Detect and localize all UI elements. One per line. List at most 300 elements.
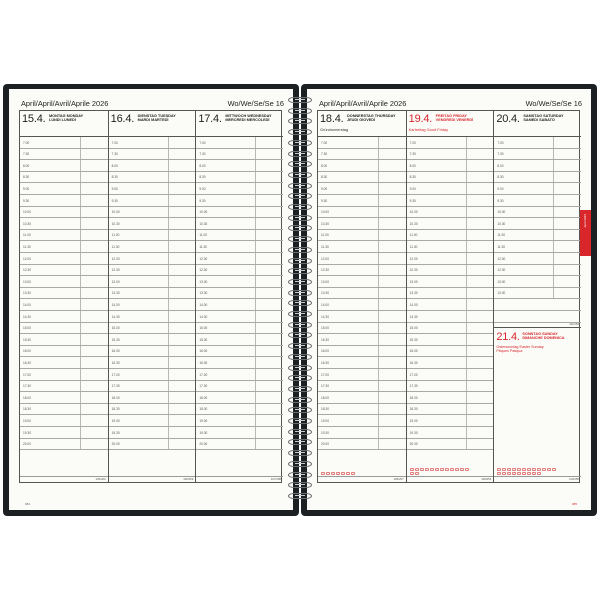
time-slot-row[interactable] <box>20 183 108 195</box>
time-slot-row[interactable] <box>494 195 581 207</box>
note-divider <box>168 160 169 171</box>
note-divider <box>168 392 169 403</box>
time-label: 9.00 <box>321 186 328 191</box>
day-number: 15.4. <box>22 113 46 125</box>
note-divider <box>378 218 379 229</box>
time-slot-row[interactable] <box>20 439 108 451</box>
time-slot-row[interactable] <box>20 218 108 230</box>
note-divider <box>168 207 169 218</box>
time-slot-row[interactable] <box>20 276 108 288</box>
note-divider <box>255 137 256 148</box>
time-slot-row[interactable] <box>196 439 283 451</box>
time-slot-row[interactable] <box>20 404 108 416</box>
time-slot-row[interactable] <box>407 183 494 195</box>
time-slot-row[interactable] <box>494 149 581 161</box>
time-label: 8.00 <box>111 163 118 168</box>
time-slot-row[interactable] <box>494 241 581 253</box>
time-label: 11.30 <box>111 244 120 249</box>
note-divider <box>553 195 554 206</box>
time-label: 19.00 <box>321 418 329 423</box>
time-label: 12.00 <box>409 256 418 261</box>
time-slot-row[interactable] <box>196 369 283 381</box>
time-slot-row[interactable] <box>109 299 196 311</box>
time-label: 8.00 <box>199 163 206 168</box>
time-slot-row[interactable] <box>318 160 406 172</box>
time-label: 12.00 <box>321 256 329 261</box>
time-slot-row[interactable] <box>318 276 406 288</box>
time-slot-row[interactable] <box>407 265 494 277</box>
time-slot-row[interactable] <box>407 404 494 416</box>
time-slot-row[interactable] <box>109 276 196 288</box>
right-day-grid <box>317 110 580 483</box>
note-divider <box>80 369 81 380</box>
time-slot-row[interactable] <box>196 415 283 427</box>
binding-ring <box>288 439 312 445</box>
note-divider <box>378 357 379 368</box>
day-column <box>195 111 283 482</box>
binding-ring <box>288 386 312 392</box>
time-label: 13.30 <box>497 291 506 296</box>
time-slot-row[interactable] <box>20 381 108 393</box>
note-divider <box>255 299 256 310</box>
time-slot-row[interactable] <box>196 207 283 219</box>
time-slot-row[interactable] <box>109 265 196 277</box>
note-divider <box>80 218 81 229</box>
time-label: 17.00 <box>23 372 31 377</box>
time-slot-row[interactable] <box>109 288 196 300</box>
time-slot-row[interactable] <box>196 137 283 149</box>
time-slot-row[interactable] <box>109 323 196 335</box>
time-slot-row[interactable] <box>494 160 581 172</box>
note-divider <box>80 241 81 252</box>
time-slot-row[interactable] <box>196 265 283 277</box>
binding-ring <box>288 482 312 488</box>
mini-calendar-box <box>435 468 439 471</box>
time-label: 7.30 <box>409 152 416 157</box>
time-slot-row[interactable] <box>407 195 494 207</box>
time-slot-row[interactable] <box>196 253 283 265</box>
time-slot-row[interactable] <box>318 172 406 184</box>
time-slot-row[interactable] <box>20 230 108 242</box>
time-slot-row[interactable] <box>109 311 196 323</box>
mini-calendar-box <box>410 472 414 475</box>
time-label: 19.00 <box>111 418 120 423</box>
time-slot-row[interactable] <box>318 392 406 404</box>
note-divider <box>168 149 169 160</box>
note-divider <box>255 357 256 368</box>
time-slot-row[interactable] <box>318 253 406 265</box>
time-label: 20.00 <box>23 442 31 447</box>
time-slot-row[interactable] <box>109 160 196 172</box>
mini-calendar-box <box>420 468 424 471</box>
note-divider <box>378 334 379 345</box>
time-slot-row[interactable] <box>318 404 406 416</box>
time-label: 7.30 <box>321 152 328 157</box>
time-slot-row[interactable] <box>318 334 406 346</box>
time-slot-row[interactable] <box>109 195 196 207</box>
time-slot-row[interactable] <box>20 160 108 172</box>
time-slot-row[interactable] <box>407 381 494 393</box>
time-slot-row[interactable] <box>109 183 196 195</box>
time-label: 10.00 <box>23 210 31 215</box>
time-label: 10.30 <box>321 221 329 226</box>
note-divider <box>378 207 379 218</box>
time-label: 12.00 <box>497 256 506 261</box>
time-label: 8.00 <box>409 163 416 168</box>
time-slot-row[interactable] <box>407 160 494 172</box>
time-slot-row[interactable] <box>109 253 196 265</box>
time-slot-row[interactable] <box>109 137 196 149</box>
time-slot-row[interactable] <box>20 195 108 207</box>
time-slot-row[interactable] <box>196 230 283 242</box>
note-divider <box>255 172 256 183</box>
time-slot-row[interactable] <box>318 149 406 161</box>
time-slot-row[interactable] <box>407 346 494 358</box>
note-divider <box>378 149 379 160</box>
note-divider <box>378 415 379 426</box>
time-label: 7.30 <box>199 152 206 157</box>
time-slot-row[interactable] <box>318 311 406 323</box>
time-slot-row[interactable] <box>20 415 108 427</box>
time-label: 18.30 <box>199 407 208 412</box>
time-label: 17.00 <box>111 372 120 377</box>
time-slot-row[interactable] <box>20 253 108 265</box>
time-label: 18.30 <box>23 407 31 412</box>
time-slot-row[interactable] <box>318 207 406 219</box>
time-label: 16.00 <box>409 349 418 354</box>
time-label: 13.00 <box>321 279 329 284</box>
mini-calendar-box <box>440 468 444 471</box>
note-divider <box>255 230 256 241</box>
note-divider <box>80 137 81 148</box>
note-divider <box>255 311 256 322</box>
time-slot-row[interactable] <box>407 369 494 381</box>
binding-ring <box>288 279 312 285</box>
time-slot-row[interactable] <box>109 207 196 219</box>
time-label: 7.00 <box>199 140 206 145</box>
binding-ring <box>288 407 312 413</box>
time-label: 10.00 <box>321 210 329 215</box>
time-slot-row[interactable] <box>494 276 581 288</box>
time-slot-row[interactable] <box>494 137 581 149</box>
time-slot-row[interactable] <box>196 288 283 300</box>
time-label: 11.30 <box>23 244 31 249</box>
time-slot-row[interactable] <box>196 346 283 358</box>
time-slot-row[interactable] <box>407 334 494 346</box>
time-slot-row[interactable] <box>20 357 108 369</box>
time-label: 13.30 <box>23 291 31 296</box>
time-slot-row[interactable] <box>407 311 494 323</box>
time-slot-row[interactable] <box>196 392 283 404</box>
note-divider <box>466 207 467 218</box>
note-divider <box>553 207 554 218</box>
time-label: 15.00 <box>409 326 418 331</box>
time-slot-row[interactable] <box>109 404 196 416</box>
time-label: 11.30 <box>321 244 329 249</box>
time-slot-row[interactable] <box>318 183 406 195</box>
time-slot-row[interactable] <box>407 230 494 242</box>
time-label: 19.30 <box>321 430 329 435</box>
time-label: 14.00 <box>321 302 329 307</box>
time-slot-row[interactable] <box>109 427 196 439</box>
time-slot-row[interactable] <box>109 415 196 427</box>
note-divider <box>378 392 379 403</box>
time-slot-row[interactable] <box>196 149 283 161</box>
day-number: 18.4. <box>320 113 344 125</box>
time-label: 10.30 <box>409 221 418 226</box>
time-slot-row[interactable] <box>196 357 283 369</box>
time-slot-row[interactable] <box>109 218 196 230</box>
note-divider <box>80 346 81 357</box>
note-divider <box>168 172 169 183</box>
note-divider <box>466 253 467 264</box>
left-week-label: Wo/We/Se/Se 16 <box>227 99 284 108</box>
note-divider <box>378 195 379 206</box>
binding-ring <box>288 151 312 157</box>
time-slot-row[interactable] <box>109 172 196 184</box>
time-slot-row[interactable] <box>318 357 406 369</box>
note-divider <box>466 288 467 299</box>
time-slot-row[interactable] <box>318 241 406 253</box>
sunday-holiday <box>496 345 543 354</box>
time-slot-row[interactable] <box>407 276 494 288</box>
time-slot-row[interactable] <box>318 265 406 277</box>
time-slot-row[interactable] <box>318 381 406 393</box>
mini-calendar-box <box>450 468 454 471</box>
time-slot-row[interactable] <box>318 288 406 300</box>
day-name-line: MONTAG MONDAY <box>49 114 84 118</box>
time-label: 16.30 <box>23 360 31 365</box>
binding-ring <box>288 429 312 435</box>
time-slot-row[interactable] <box>196 381 283 393</box>
time-slot-row[interactable] <box>407 218 494 230</box>
time-label: 19.30 <box>111 430 120 435</box>
note-divider <box>80 439 81 450</box>
time-slot-row[interactable] <box>20 137 108 149</box>
time-slot-row[interactable] <box>109 392 196 404</box>
mini-calendar-box <box>336 472 340 475</box>
month-index-tab-label: April 2026 <box>583 214 587 228</box>
time-slot-row[interactable] <box>196 323 283 335</box>
time-label: 12.30 <box>23 268 31 273</box>
time-slot-row[interactable] <box>109 334 196 346</box>
time-slot-row[interactable] <box>109 149 196 161</box>
time-slot-row[interactable] <box>109 369 196 381</box>
time-slot-row[interactable] <box>20 392 108 404</box>
day-column <box>406 111 494 482</box>
time-slot-row[interactable] <box>109 241 196 253</box>
time-slot-row[interactable] <box>494 230 581 242</box>
time-slot-row[interactable] <box>196 195 283 207</box>
time-slot-row[interactable] <box>318 415 406 427</box>
time-slot-row[interactable] <box>20 323 108 335</box>
note-divider <box>80 253 81 264</box>
note-divider <box>378 346 379 357</box>
sunday-count: 111/254 <box>569 321 579 326</box>
time-slot-row[interactable] <box>318 137 406 149</box>
time-label: 10.00 <box>497 210 506 215</box>
time-slot-row[interactable] <box>407 241 494 253</box>
time-slot-row[interactable] <box>196 427 283 439</box>
time-slot-row[interactable] <box>407 323 494 335</box>
time-slot-row[interactable] <box>196 299 283 311</box>
time-label: 19.30 <box>409 430 418 435</box>
time-label: 15.00 <box>111 326 120 331</box>
binding-ring <box>288 332 312 338</box>
time-slot-row[interactable] <box>20 311 108 323</box>
time-label: 11.00 <box>199 233 208 238</box>
time-slot-row[interactable] <box>407 137 494 149</box>
day-name-line: SAMEDI SABATO <box>523 118 555 123</box>
time-label: 7.00 <box>111 140 118 145</box>
note-divider <box>80 404 81 415</box>
time-label: 19.30 <box>199 430 208 435</box>
time-slot-row[interactable] <box>196 276 283 288</box>
time-slot-row[interactable] <box>318 427 406 439</box>
time-slot-row[interactable] <box>407 392 494 404</box>
time-slot-row[interactable] <box>20 288 108 300</box>
note-divider <box>553 149 554 160</box>
time-slot-row[interactable] <box>196 404 283 416</box>
time-slot-row[interactable] <box>196 241 283 253</box>
time-label: 16.00 <box>23 349 31 354</box>
time-slot-row[interactable] <box>20 346 108 358</box>
time-slot-row[interactable] <box>20 369 108 381</box>
time-slot-row[interactable] <box>318 369 406 381</box>
time-slot-row[interactable] <box>109 357 196 369</box>
time-slot-row[interactable] <box>20 265 108 277</box>
time-label: 10.30 <box>111 221 120 226</box>
mini-calendar-box <box>455 468 459 471</box>
day-column <box>493 111 581 482</box>
time-slot-row[interactable] <box>196 160 283 172</box>
time-slot-row[interactable] <box>318 195 406 207</box>
time-slot-row[interactable] <box>318 230 406 242</box>
note-divider <box>168 427 169 438</box>
time-slot-row[interactable] <box>196 172 283 184</box>
time-slot-row[interactable] <box>494 218 581 230</box>
time-slot-row[interactable] <box>407 288 494 300</box>
time-slot-row[interactable] <box>109 346 196 358</box>
day-header <box>20 111 108 137</box>
binding-ring <box>288 225 312 231</box>
time-label: 19.00 <box>23 418 31 423</box>
note-divider <box>168 265 169 276</box>
time-slot-row[interactable] <box>494 288 581 300</box>
binding-ring <box>288 129 312 135</box>
time-slot-row[interactable] <box>109 439 196 451</box>
time-slot-row[interactable] <box>196 218 283 230</box>
note-divider <box>553 253 554 264</box>
time-slot-row[interactable] <box>20 241 108 253</box>
time-slot-row[interactable] <box>196 334 283 346</box>
note-divider <box>255 404 256 415</box>
month-index-tab[interactable] <box>580 210 591 256</box>
time-slot-row[interactable] <box>407 207 494 219</box>
time-slot-row[interactable] <box>494 265 581 277</box>
time-label: 13.00 <box>497 279 506 284</box>
note-divider <box>255 207 256 218</box>
time-label: 11.00 <box>23 233 31 238</box>
time-slot-row[interactable] <box>407 253 494 265</box>
time-slot-row[interactable] <box>407 172 494 184</box>
day-header <box>407 111 494 137</box>
time-slot-row[interactable] <box>318 218 406 230</box>
time-label: 12.00 <box>199 256 208 261</box>
time-label: 8.30 <box>111 175 118 180</box>
time-slot-row[interactable] <box>20 149 108 161</box>
time-label: 18.00 <box>111 395 120 400</box>
binding-ring <box>288 472 312 478</box>
note-divider <box>466 381 467 392</box>
note-divider <box>466 183 467 194</box>
time-slot-row[interactable] <box>407 299 494 311</box>
mini-calendar-box <box>445 468 449 471</box>
time-slot-row[interactable] <box>494 253 581 265</box>
time-slot-row[interactable] <box>20 427 108 439</box>
time-slot-row[interactable] <box>20 299 108 311</box>
time-slot-row[interactable] <box>494 207 581 219</box>
time-label: 20.00 <box>409 442 418 447</box>
time-slot-row[interactable] <box>407 439 494 451</box>
note-divider <box>378 381 379 392</box>
time-label: 14.00 <box>111 302 120 307</box>
day-header <box>109 111 196 137</box>
time-slot-row[interactable] <box>318 346 406 358</box>
time-label: 19.00 <box>199 418 208 423</box>
time-label: 11.30 <box>497 244 506 249</box>
time-slot-row[interactable] <box>196 183 283 195</box>
note-divider <box>255 323 256 334</box>
time-slot-row[interactable] <box>407 357 494 369</box>
time-slot-row[interactable] <box>407 427 494 439</box>
blank-row[interactable] <box>494 311 581 323</box>
note-divider <box>80 334 81 345</box>
time-slot-row[interactable] <box>20 207 108 219</box>
time-slot-row[interactable] <box>196 311 283 323</box>
time-slot-row[interactable] <box>407 415 494 427</box>
time-slot-row[interactable] <box>318 439 406 451</box>
time-slot-row[interactable] <box>109 230 196 242</box>
blank-row[interactable] <box>494 299 581 311</box>
time-slot-row[interactable] <box>494 172 581 184</box>
note-divider <box>168 195 169 206</box>
time-label: 16.30 <box>321 360 329 365</box>
time-slot-row[interactable] <box>318 323 406 335</box>
time-slot-row[interactable] <box>494 183 581 195</box>
time-slot-row[interactable] <box>407 149 494 161</box>
note-divider <box>168 137 169 148</box>
time-slot-row[interactable] <box>109 381 196 393</box>
time-label: 7.00 <box>321 140 328 145</box>
time-slot-row[interactable] <box>20 172 108 184</box>
right-week-label: Wo/We/Se/Se 16 <box>525 99 582 108</box>
time-label: 15.30 <box>409 337 418 342</box>
time-label: 12.30 <box>199 268 208 273</box>
binding-ring <box>288 450 312 456</box>
day-number: 19.4. <box>408 113 433 125</box>
sunday-name <box>522 332 564 341</box>
note-divider <box>466 311 467 322</box>
time-label: 11.00 <box>321 233 329 238</box>
time-slot-row[interactable] <box>318 299 406 311</box>
note-divider <box>168 230 169 241</box>
note-divider <box>168 253 169 264</box>
mini-calendar-box <box>346 472 350 475</box>
time-label: 11.30 <box>199 244 208 249</box>
time-slot-row[interactable] <box>20 334 108 346</box>
binding-ring <box>288 258 312 264</box>
